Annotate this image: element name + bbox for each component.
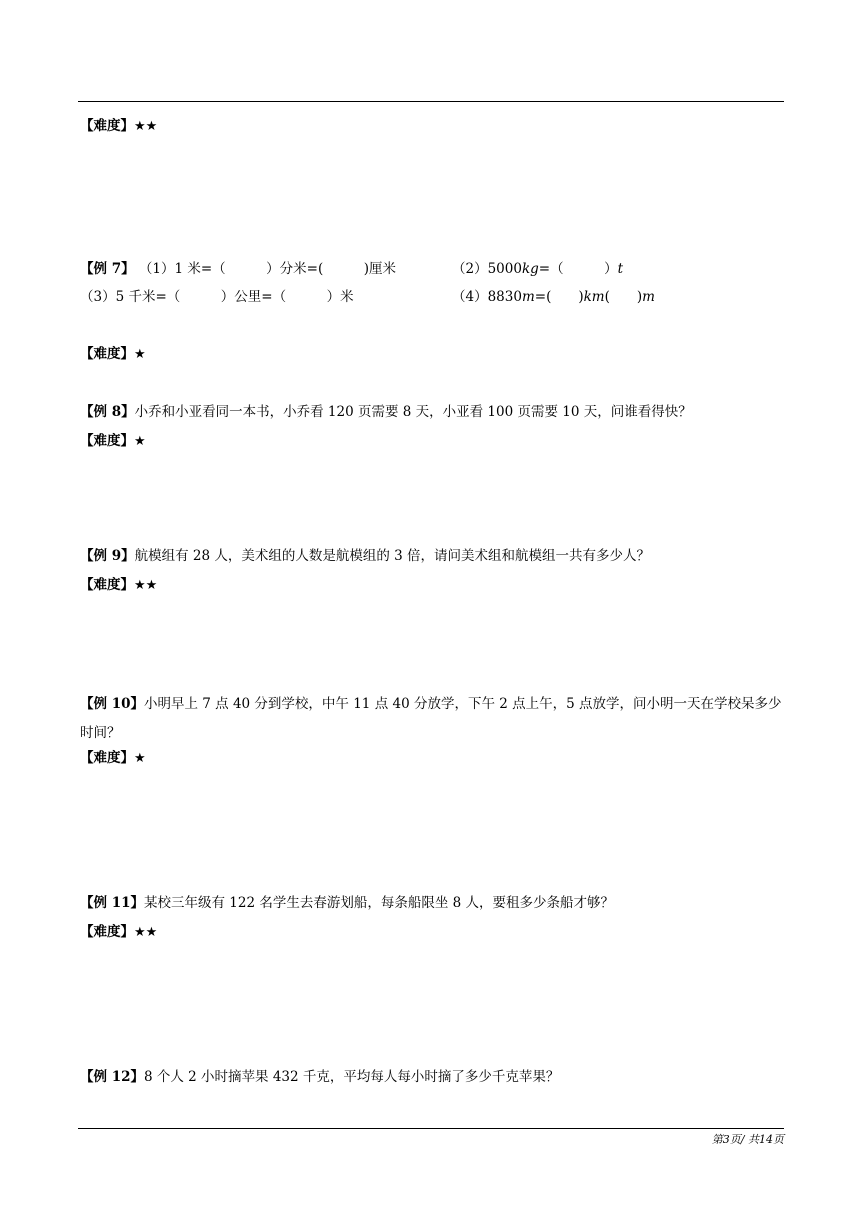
unit-t: t [617,261,624,277]
example-label: 【例 8】 [80,404,135,420]
example-label: 【例 11】 [80,895,144,911]
example-label: 【例 9】 [80,548,135,564]
difficulty-line [80,748,146,769]
difficulty-line [80,431,146,452]
example-9 [80,546,650,566]
example-text: 8 个人 2 小时摘苹果 432 千克，平均每人每小时摘了多少千克苹果？ [144,1069,560,1085]
difficulty-label: 【难度】 [80,433,134,449]
example-text: 某校三年级有 122 名学生去春游划船，每条船限坐 8 人，要租多少条船才够？ [144,895,615,911]
example-label: 【例 7】 [80,261,135,277]
example-7-row-1-right [452,259,623,279]
page-number: 第3页/ 共14页 [711,1133,784,1146]
example-7-q2-suffix: =（ ） [538,261,618,277]
example-text: 小明早上 7 点 40 分到学校，中午 11 点 40 分放学，下午 2 点上午，5 点放学，问小明一天在学校呆多少时间？ [80,696,782,741]
difficulty-line [80,922,157,943]
unit-km: km [583,289,605,305]
star-rating-icon: ★ [134,434,146,449]
difficulty-label: 【难度】 [80,924,134,940]
star-rating-icon: ★★ [134,578,158,593]
difficulty-label: 【难度】 [80,577,134,593]
example-11 [80,893,614,913]
star-rating-icon: ★★ [134,925,158,940]
difficulty-line [80,344,146,365]
example-text: 航模组有 28 人，美术组的人数是航模组的 3 倍，请问美术组和航模组一共有多少人？ [134,548,651,564]
example-label: 【例 12】 [80,1069,144,1085]
example-7-row-2-right [452,287,655,307]
difficulty-label: 【难度】 [80,750,134,766]
example-label: 【例 10】 [80,696,144,712]
difficulty-line [80,575,157,596]
example-7-row-1-left [80,259,396,279]
example-7-row-2-left [80,287,354,307]
example-10 [80,690,786,748]
example-7-q4-blank-2: ( ) [604,289,643,305]
difficulty-line [80,116,157,137]
difficulty-label: 【难度】 [80,118,134,134]
star-rating-icon: ★ [134,347,146,362]
example-12 [80,1067,559,1087]
header-rule [78,101,784,102]
difficulty-label: 【难度】 [80,346,134,362]
example-7-q1: （1）1 米=（ ）分米=( )厘米 [138,261,397,277]
unit-m-2: m [642,289,655,305]
example-8 [80,402,692,422]
unit-m: m [521,289,535,305]
footer-rule [78,1128,784,1129]
unit-kg: kg [521,261,539,277]
example-7-q4-prefix: （4）8830 [452,289,522,305]
star-rating-icon: ★★ [134,119,158,134]
example-7-q4-blank-1: =( ) [534,289,584,305]
example-text: 小乔和小亚看同一本书，小乔看 120 页需要 8 天，小亚看 100 页需要 10 天，问谁看得快？ [134,404,692,420]
example-7-q3: （3）5 千米=（ ）公里=（ ）米 [80,289,354,305]
example-7-q2-prefix: （2）5000 [452,261,522,277]
star-rating-icon: ★ [134,751,146,766]
